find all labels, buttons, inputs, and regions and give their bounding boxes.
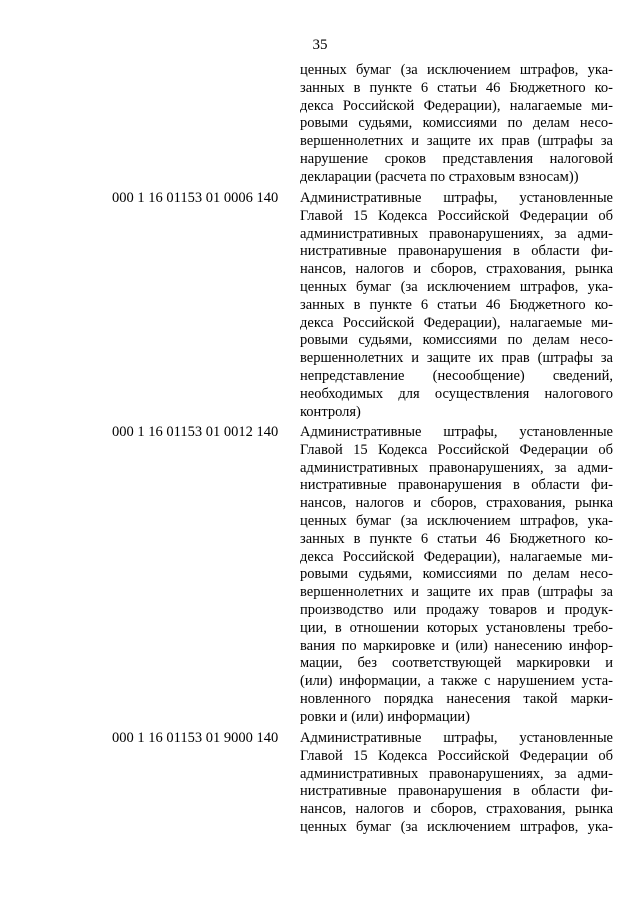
description-line: непредставление (несообщение) сведений, — [300, 367, 613, 384]
description-line: Главой 15 Кодекса Российской Федерации об — [300, 441, 613, 458]
description-line: нансов, налогов и сборов, страхования, рынка — [300, 801, 613, 818]
description-line: контроля) — [300, 403, 361, 420]
description-line: Административные штрафы, установленные — [300, 190, 613, 206]
budget-code: 000 1 16 01153 01 9000 140 — [112, 730, 279, 746]
description-line: административных правонарушениях, за адми- — [300, 765, 613, 782]
description-line: административных правонарушениях, за адми- — [300, 225, 613, 242]
description-line: ровыми судьями, комиссиями по делам несо- — [300, 115, 613, 132]
description-line: мации, без соответствующей маркировки и — [300, 655, 613, 672]
description-line: декса Российской Федерации), налагаемые ми- — [300, 97, 613, 114]
description-line: Административные штрафы, установленные — [300, 730, 613, 746]
budget-code: 000 1 16 01153 01 0012 140 — [112, 424, 279, 440]
row-description — [300, 730, 613, 837]
description-line: Главой 15 Кодекса Российской Федерации об — [300, 207, 613, 224]
description-line: занных в пункте 6 статьи 46 Бюджетного ко- — [300, 296, 613, 313]
description-line: нистративные правонарушения в области фи- — [300, 477, 613, 494]
description-line: Главой 15 Кодекса Российской Федерации об — [300, 747, 613, 764]
description-line: декса Российской Федерации), налагаемые ми- — [300, 548, 613, 565]
row-description — [300, 62, 613, 187]
description-line: нансов, налогов и сборов, страхования, рынка — [300, 261, 613, 278]
description-line: вершеннолетних и защите их прав (штрафы за — [300, 350, 613, 367]
description-line: нарушение сроков представления налоговой — [300, 150, 613, 167]
description-line: вания по маркировке и (или) нанесению инфор- — [300, 637, 613, 654]
page-number: 35 — [312, 37, 328, 53]
description-line: занных в пункте 6 статьи 46 Бюджетного ко- — [300, 79, 613, 96]
description-line: вершеннолетних и защите их прав (штрафы за — [300, 584, 613, 601]
description-line: Административные штрафы, установленные — [300, 424, 613, 440]
description-line: новленного порядка нанесения такой марки- — [300, 690, 613, 707]
description-line: нистративные правонарушения в области фи- — [300, 783, 613, 800]
description-line: вершеннолетних и защите их прав (штрафы за — [300, 133, 613, 150]
description-line: занных в пункте 6 статьи 46 Бюджетного ко- — [300, 530, 613, 547]
description-line: необходимых для осуществления налогового — [300, 385, 613, 402]
row-description — [300, 190, 613, 421]
description-line: ценных бумаг (за исключением штрафов, ука- — [300, 62, 613, 78]
description-line: ровки и (или) информации) — [300, 708, 471, 725]
description-line: ровыми судьями, комиссиями по делам несо- — [300, 332, 613, 349]
description-line: нансов, налогов и сборов, страхования, рынка — [300, 495, 613, 512]
description-line: декларации (расчета по страховым взносам)) — [300, 168, 579, 185]
description-line: производство или продажу товаров и продук- — [300, 601, 613, 618]
description-line: декса Российской Федерации), налагаемые ми- — [300, 314, 613, 331]
description-line: ровыми судьями, комиссиями по делам несо- — [300, 566, 613, 583]
budget-code: 000 1 16 01153 01 0006 140 — [112, 190, 279, 206]
description-line: ценных бумаг (за исключением штрафов, ука- — [300, 818, 613, 835]
description-line: нистративные правонарушения в области фи- — [300, 243, 613, 260]
description-line: ции, в отношении которых установлены требо- — [300, 619, 613, 636]
description-line: административных правонарушениях, за адми- — [300, 459, 613, 476]
description-line: ценных бумаг (за исключением штрафов, ука- — [300, 512, 613, 529]
row-description — [300, 424, 613, 727]
description-line: ценных бумаг (за исключением штрафов, ука- — [300, 278, 613, 295]
description-line: (или) информации, а также с нарушением уста- — [300, 673, 613, 690]
